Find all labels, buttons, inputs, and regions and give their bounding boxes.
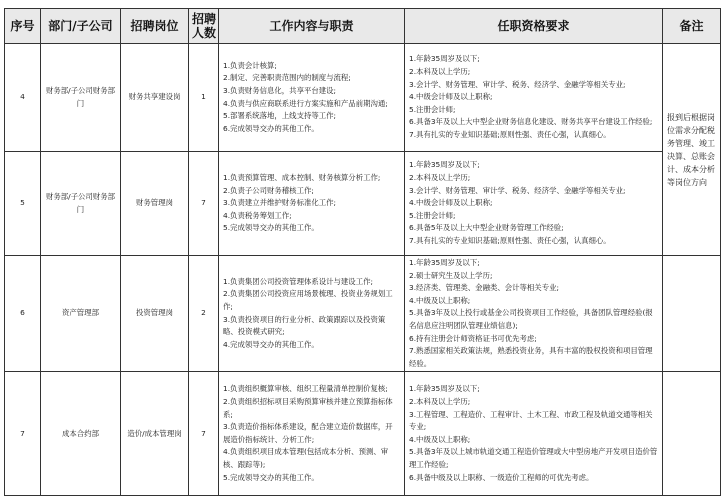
req-item: 7.具有扎实的专业知识基础;原则性强、责任心强，认真细心。 (409, 235, 611, 245)
cell-note-empty (663, 372, 721, 496)
duty-item: 5.部署系统落地，上线支持等工作; (223, 111, 337, 121)
duty-item: 6.完成领导交办的其他工作。 (223, 123, 319, 133)
duty-item: 2.负责子公司财务稽核工作; (223, 185, 314, 195)
cell-duties (219, 256, 405, 372)
req-item: 5.具备3年及以上投行或基金公司投资项目工作经验，具备团队管理经验(报名信息应注明团队管理业绩信息); (409, 308, 653, 330)
cell-reqs (405, 372, 663, 496)
duty-item: 5.完成领导交办的其他工作。 (223, 472, 319, 482)
header-duties: 工作内容与职责 (219, 9, 405, 44)
duty-item: 1.负责组织概算审核、组织工程量清单控制价复核; (223, 384, 388, 394)
duty-item: 2.负责组织招标项目采购预算审核并建立预算指标体系; (223, 397, 393, 419)
req-item: 3.会计学、财务管理、审计学、税务、经济学、金融学等相关专业; (409, 185, 626, 195)
cell-post: 投资管理岗 (121, 256, 189, 372)
header-post: 招聘岗位 (121, 9, 189, 44)
cell-count: 1 (189, 44, 219, 152)
req-item: 6.具备3年及以上大中型企业财务信息化建设、财务共享平台建设工作经验; (409, 117, 653, 127)
cell-seq: 4 (5, 44, 41, 152)
req-item: 3.会计学、财务管理、审计学、税务、经济学、金融学等相关专业; (409, 79, 626, 89)
req-item: 4.中级及以上职称; (409, 434, 471, 444)
header-seq: 序号 (5, 9, 41, 44)
header-count (189, 9, 219, 44)
header-notes: 备注 (663, 9, 721, 44)
cell-seq: 6 (5, 256, 41, 372)
req-item: 4.中级及以上职称; (409, 295, 471, 305)
duty-item: 3.负责建立并维护财务标准化工作; (223, 198, 337, 208)
req-item: 4.中级会计师及以上职称; (409, 198, 493, 208)
duty-item: 2.制定、完善职责范围内的制度与流程; (223, 73, 351, 83)
cell-dept: 资产管理部 (41, 256, 121, 372)
cell-post: 财务共享建设岗 (121, 44, 189, 152)
duty-item: 4.负责与供应商联系进行方案实施和产品前期沟通; (223, 98, 388, 108)
cell-post: 财务管理岗 (121, 152, 189, 256)
table-row (5, 256, 721, 372)
req-item: 2.本科及以上学历; (409, 173, 471, 183)
duty-item: 3.负责投资项目的行业分析、政策跟踪以及投资策略、投资模式研究; (223, 314, 386, 337)
header-dept: 部门/子公司 (41, 9, 121, 44)
req-item: 2.本科及以上学历; (409, 67, 471, 77)
cell-reqs (405, 44, 663, 152)
note-text: 报到后根据岗位需求分配税务管理、竣工决算、总账会计、成本分析等岗位方向 (667, 112, 715, 187)
duty-item: 3.负责造价指标体系建设，配合建立造价数据库，开展造价指标统计、分析工作; (223, 422, 393, 444)
req-item: 6.具备中级及以上职称、一级造价工程师的可优先考虑。 (409, 472, 594, 482)
cell-duties (219, 152, 405, 256)
req-item: 5.具备3年及以上城市轨道交通工程造价管理或大中型房地产开发项目造价管理工作经验; (409, 447, 658, 470)
cell-seq: 7 (5, 372, 41, 496)
cell-post: 造价/成本管理岗 (121, 372, 189, 496)
duty-item: 2.负责集团公司投资应用场景梳理、投资业务规划工作; (223, 289, 393, 312)
req-item: 1.年龄35周岁及以下; (409, 54, 480, 64)
req-item: 5.注册会计师; (409, 104, 456, 114)
req-item: 6.持有注册会计师资格证书可优先考虑; (409, 333, 537, 343)
cell-count: 7 (189, 372, 219, 496)
cell-seq: 5 (5, 152, 41, 256)
cell-dept: 财务部/子公司财务部门 (41, 152, 121, 256)
duty-item: 5.完成领导交办的其他工作。 (223, 223, 319, 233)
cell-reqs (405, 256, 663, 372)
req-item: 1.年龄35周岁及以下; (409, 258, 480, 267)
cell-duties (219, 372, 405, 496)
req-item: 7.熟悉国家相关政策法规，熟悉投资业务，具有丰富的股权投资和项目管理经验。 (409, 346, 653, 368)
req-item: 3.工程管理、工程造价、工程审计、土木工程、市政工程及轨道交通等相关专业; (409, 409, 653, 432)
req-item: 2.硕士研究生及以上学历; (409, 270, 493, 280)
cell-duties (219, 44, 405, 152)
duty-item: 4.负责税务筹划工作; (223, 210, 292, 220)
cell-reqs (405, 152, 663, 256)
cell-count: 2 (189, 256, 219, 372)
cell-note (663, 44, 721, 256)
cell-dept: 成本合约部 (41, 372, 121, 496)
duty-item: 1.负责会计核算; (223, 60, 277, 70)
table-row (5, 152, 721, 256)
req-item: 6.具备5年及以上大中型企业财务管理工作经验; (409, 223, 564, 233)
header-reqs: 任职资格要求 (405, 9, 663, 44)
cell-note-empty (663, 256, 721, 372)
req-item: 1.年龄35周岁及以下; (409, 160, 480, 170)
cell-count: 7 (189, 152, 219, 256)
table-row (5, 44, 721, 152)
req-item: 2.本科及以上学历; (409, 397, 471, 407)
header-row (5, 9, 721, 44)
req-item: 4.中级会计师及以上职称; (409, 92, 493, 102)
cell-dept: 财务部/子公司财务部门 (41, 44, 121, 152)
req-item: 3.经济类、管理类、金融类、会计等相关专业; (409, 283, 559, 293)
duty-item: 4.负责组织项目成本管理(包括成本分析、预测、审核、跟踪等); (223, 447, 389, 470)
duty-item: 1.负责预算管理、成本控制、财务核算分析工作; (223, 173, 381, 183)
req-item: 5.注册会计师; (409, 210, 456, 220)
duty-item: 4.完成领导交办的其他工作。 (223, 339, 319, 349)
table-row (5, 372, 721, 496)
duty-item: 1.负责集团公司投资管理体系设计与建设工作; (223, 276, 373, 286)
req-item: 7.具有扎实的专业知识基础;原则性强、责任心强，认真细心。 (409, 129, 611, 139)
recruitment-table (4, 8, 721, 496)
req-item: 1.年龄35周岁及以下; (409, 384, 480, 394)
header-count-text: 招聘人数 (192, 12, 217, 40)
duty-item: 3.负责财务信息化，共享平台建设; (223, 85, 337, 95)
